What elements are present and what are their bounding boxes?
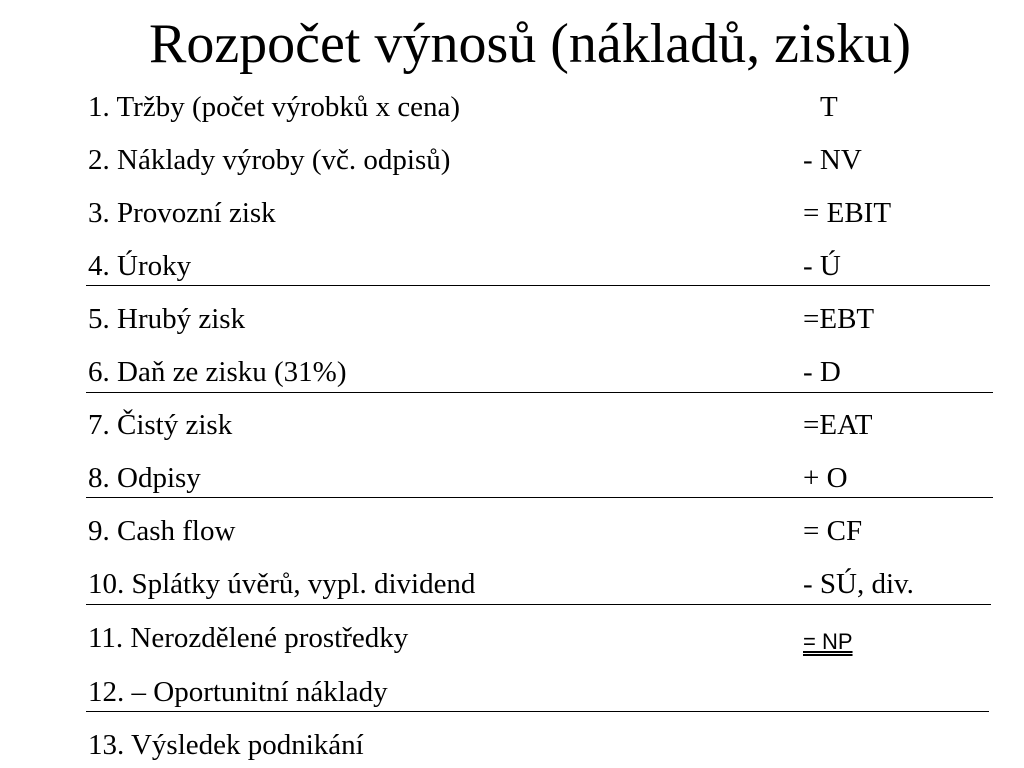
row-label-vysledek-podnikani: 13. Výsledek podnikání <box>88 729 364 761</box>
row-label-dan-ze-zisku: 6. Daň ze zisku (31%) <box>88 356 347 388</box>
divider-line <box>86 497 993 498</box>
row-value-cisty-zisk: =EAT <box>803 409 873 441</box>
divider-line <box>86 285 990 286</box>
row-value-naklady-vyroby: - NV <box>803 144 862 176</box>
row-label-uroky: 4. Úroky <box>88 250 192 282</box>
slide-title: Rozpočet výnosů (nákladů, zisku) <box>148 13 912 75</box>
divider-line <box>86 392 993 393</box>
row-value-uroky: - Ú <box>803 250 841 282</box>
row-label-cisty-zisk: 7. Čistý zisk <box>88 409 233 441</box>
row-label-odpisy: 8. Odpisy <box>88 462 201 494</box>
divider-line <box>86 711 989 712</box>
row-label-splatky: 10. Splátky úvěrů, vypl. dividend <box>88 568 476 600</box>
row-value-provozni-zisk: = EBIT <box>803 197 892 229</box>
row-label-nerozdelene-prostredky: 11. Nerozdělené prostředky <box>88 622 409 654</box>
row-value-nerozdelene-prostredky: = NP <box>803 629 853 654</box>
row-label-oportunitni-naklady: 12. – Oportunitní náklady <box>88 676 388 708</box>
divider-line <box>86 604 991 605</box>
row-value-splatky: - SÚ, div. <box>803 568 914 600</box>
row-value-dan-ze-zisku: - D <box>803 356 841 388</box>
row-label-provozni-zisk: 3. Provozní zisk <box>88 197 276 229</box>
row-label-cash-flow: 9. Cash flow <box>88 515 236 547</box>
row-label-naklady-vyroby: 2. Náklady výroby (vč. odpisů) <box>88 144 451 176</box>
row-value-hruby-zisk: =EBT <box>803 303 875 335</box>
row-label-hruby-zisk: 5. Hrubý zisk <box>88 303 246 335</box>
row-value-cash-flow: = CF <box>803 515 863 547</box>
row-label-trzby: 1. Tržby (počet výrobků x cena) <box>88 91 461 123</box>
row-value-odpisy: + O <box>803 462 848 494</box>
row-value-trzby: T <box>820 91 838 123</box>
